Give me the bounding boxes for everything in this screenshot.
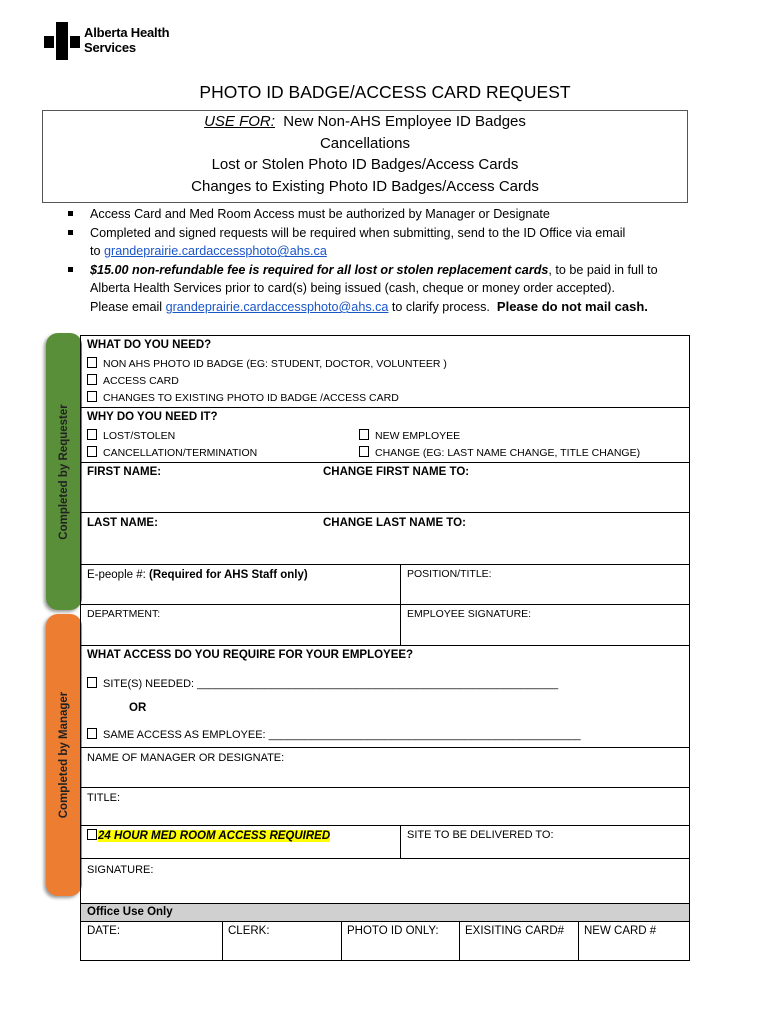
email-link[interactable]: grandeprairie.cardaccessphoto@ahs.ca: [165, 299, 389, 314]
use-for-item: Lost or Stolen Photo ID Badges/Access Cards: [211, 156, 519, 173]
office-heading: Office Use Only: [87, 906, 173, 918]
manager-name-field[interactable]: NAME OF MANAGER OR DESIGNATE:: [87, 752, 285, 764]
why-options-left: [87, 428, 257, 462]
office-existing-card-field[interactable]: EXISITING CARD#: [465, 925, 565, 937]
divider: [341, 921, 342, 960]
manager-tab-label: Completed by Manager: [58, 691, 70, 819]
why-option-label: CANCELLATION/TERMINATION: [103, 447, 258, 459]
sites-needed-label: SITE(S) NEEDED: ___________________________________________________________: [103, 678, 559, 690]
epeople-label: E-people #:: [87, 569, 146, 581]
checkbox[interactable]: [359, 446, 369, 457]
requester-section: [80, 335, 690, 646]
divider: [222, 921, 223, 960]
divider: [81, 825, 689, 826]
requester-side-tab: [46, 333, 82, 610]
need-heading: [87, 339, 211, 351]
why-option[interactable]: [87, 445, 257, 462]
logo-line1: Alberta Health: [84, 25, 170, 40]
manager-title-field[interactable]: TITLE:: [87, 792, 121, 804]
requester-tab-label: Completed by Requester: [58, 403, 70, 540]
bullet-text: Please email: [90, 299, 166, 314]
ahs-logo: [44, 22, 184, 62]
why-option-label: CHANGE (EG: LAST NAME CHANGE, TITLE CHANGE): [375, 447, 641, 459]
manager-signature-field[interactable]: SIGNATURE:: [87, 864, 154, 876]
divider: [459, 921, 460, 960]
why-heading-text: WHY DO YOU NEED IT?: [87, 411, 218, 423]
why-option[interactable]: [359, 445, 640, 462]
checkbox[interactable]: [87, 357, 97, 368]
logo-text: [84, 25, 169, 55]
logo-line2: Services: [84, 40, 136, 55]
manager-side-tab: [46, 614, 82, 896]
use-for-item: Changes to Existing Photo ID Badges/Access Cards: [191, 177, 539, 195]
sites-needed-option[interactable]: [87, 677, 558, 690]
checkbox[interactable]: [87, 677, 97, 688]
need-option[interactable]: [87, 373, 447, 390]
logo-square: [44, 36, 54, 48]
bullet-text: Access Card and Med Room Access must be authorized by Manager or Designate: [90, 207, 550, 221]
form-title: PHOTO ID BADGE/ACCESS CARD REQUEST: [199, 82, 571, 102]
why-option[interactable]: [87, 428, 257, 445]
bullet-item: [66, 205, 706, 224]
why-options-right: [359, 428, 640, 462]
need-option[interactable]: [87, 356, 447, 373]
office-photo-id-field[interactable]: PHOTO ID ONLY:: [347, 925, 439, 937]
epeople-required-note: (Required for AHS Staff only): [149, 569, 308, 581]
checkbox[interactable]: [87, 391, 97, 402]
use-for-line: [43, 111, 687, 133]
why-option-label: LOST/STOLEN: [103, 430, 176, 442]
bullet-text: to: [90, 244, 105, 259]
bullet-item: [66, 261, 706, 317]
divider: [81, 564, 689, 565]
need-option-label: NON AHS PHOTO ID BADGE (EG: STUDENT, DOCTOR, VOLUNTEER ): [103, 358, 447, 370]
manager-section: [80, 646, 690, 904]
divider: [400, 825, 401, 858]
use-for-box: [42, 110, 688, 203]
need-option-label: ACCESS CARD: [103, 375, 179, 387]
same-access-label: SAME ACCESS AS EMPLOYEE: ___________________________________________________: [103, 729, 581, 741]
med-room-option[interactable]: [87, 829, 330, 842]
no-cash-notice: Please do not mail cash.: [496, 298, 648, 314]
access-heading: WHAT ACCESS DO YOU REQUIRE FOR YOUR EMPLOYEE?: [87, 649, 414, 661]
office-date-field[interactable]: DATE:: [87, 925, 121, 937]
divider: [81, 747, 689, 748]
logo-square: [56, 22, 68, 34]
instruction-bullets: [66, 205, 706, 317]
site-delivered-field[interactable]: SITE TO BE DELIVERED TO:: [407, 829, 554, 841]
epeople-field[interactable]: [87, 569, 308, 581]
checkbox[interactable]: [87, 728, 97, 739]
checkbox[interactable]: [87, 429, 97, 440]
why-option-label: NEW EMPLOYEE: [375, 430, 461, 442]
need-heading-text: WHAT DO YOU NEED?: [87, 339, 212, 351]
divider: [578, 921, 579, 960]
logo-square: [70, 36, 80, 48]
bullet-text: Alberta Health Services prior to card(s) being issued (cash, cheque or money order accepted).: [90, 281, 615, 296]
need-option-label: CHANGES TO EXISTING PHOTO ID BADGE /ACCESS CARD: [103, 392, 399, 404]
why-heading: [87, 411, 218, 423]
need-option[interactable]: [87, 390, 447, 407]
or-label: OR: [129, 702, 147, 714]
divider: [81, 858, 689, 859]
divider: [81, 787, 689, 788]
divider: [81, 407, 689, 408]
bullet-icon: [68, 211, 73, 216]
divider: [81, 462, 689, 463]
email-link[interactable]: grandeprairie.cardaccessphoto@ahs.ca: [104, 244, 327, 259]
first-name-field[interactable]: FIRST NAME:: [87, 466, 162, 478]
fee-notice: $15.00 non-refundable fee is required for all lost or stolen replacement cards: [90, 262, 549, 277]
logo-square: [56, 34, 68, 60]
office-clerk-field[interactable]: CLERK:: [228, 925, 270, 937]
divider: [81, 604, 689, 605]
checkbox[interactable]: [87, 829, 97, 840]
med-room-label: 24 HOUR MED ROOM ACCESS REQUIRED: [98, 830, 331, 842]
same-access-option[interactable]: [87, 728, 581, 741]
use-for-item: New Non-AHS Employee ID Badges: [283, 113, 526, 130]
department-field[interactable]: DEPARTMENT:: [87, 608, 161, 620]
use-for-label: USE FOR:: [204, 113, 275, 130]
bullet-item: [66, 224, 706, 261]
divider: [81, 512, 689, 513]
bullet-icon: [68, 267, 73, 272]
last-name-field[interactable]: LAST NAME:: [87, 517, 158, 529]
change-first-name-field[interactable]: CHANGE FIRST NAME TO:: [323, 466, 470, 478]
divider: [81, 921, 689, 922]
bullet-text: Completed and signed requests will be required when submitting, send to the ID Office via email: [90, 225, 626, 240]
checkbox[interactable]: [87, 374, 97, 385]
bullet-text: to clarify process.: [388, 299, 490, 314]
change-last-name-field[interactable]: CHANGE LAST NAME TO:: [323, 517, 466, 529]
bullet-icon: [68, 230, 73, 235]
checkbox[interactable]: [87, 446, 97, 457]
checkbox[interactable]: [359, 429, 369, 440]
office-use-section: [80, 903, 690, 961]
office-new-card-field[interactable]: NEW CARD #: [584, 925, 657, 937]
why-option[interactable]: [359, 428, 640, 445]
need-options: [87, 356, 447, 407]
position-title-field[interactable]: POSITION/TITLE:: [407, 568, 492, 580]
employee-signature-field[interactable]: EMPLOYEE SIGNATURE:: [407, 608, 532, 620]
bullet-text: , to be paid in full to: [548, 262, 658, 277]
use-for-item: Cancellations: [319, 134, 411, 152]
